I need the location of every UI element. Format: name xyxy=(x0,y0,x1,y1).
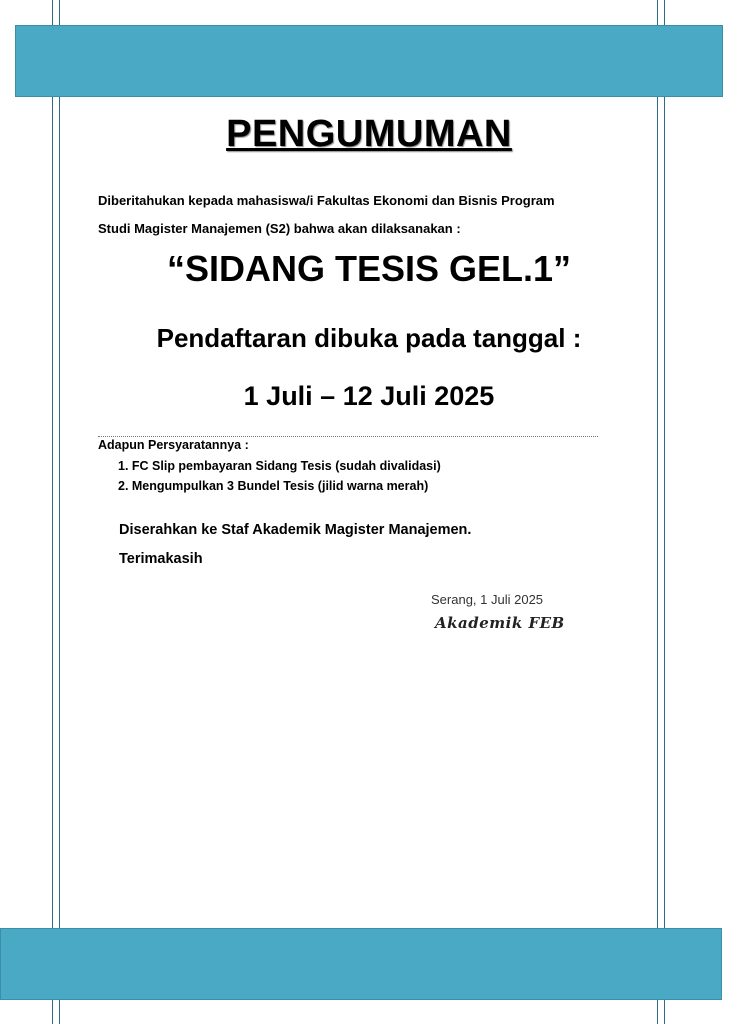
registration-dates: 1 Juli – 12 Juli 2025 xyxy=(243,381,495,411)
closing-line-2: Terimakasih xyxy=(119,551,203,567)
top-header-band xyxy=(15,25,723,97)
intro-line-1: Diberitahukan kepada mahasiswa/i Fakultas Ekonomi dan Bisnis Program xyxy=(98,193,555,208)
place-date: Serang, 1 Juli 2025 xyxy=(431,592,544,607)
intro-paragraph xyxy=(98,187,638,243)
intro-line-2: Studi Magister Manajemen (S2) bahwa akan dilaksanakan : xyxy=(98,221,461,236)
divider xyxy=(98,436,598,437)
bottom-footer-band xyxy=(0,928,722,1000)
event-heading: “SIDANG TESIS GEL.1” xyxy=(166,248,572,289)
list-item: 1. FC Slip pembayaran Sidang Tesis (sudah divalidasi) xyxy=(118,459,441,473)
signature: Akademik FEB xyxy=(435,614,565,632)
closing-line-1: Diserahkan ke Staf Akademik Magister Manajemen. xyxy=(119,522,472,538)
closing-text xyxy=(119,516,471,574)
requirements-title: Adapun Persyaratannya : xyxy=(98,438,249,452)
requirements-list xyxy=(118,456,441,496)
list-item: 2. Mengumpulkan 3 Bundel Tesis (jilid warna merah) xyxy=(118,479,429,493)
registration-label: Pendaftaran dibuka pada tanggal : xyxy=(156,323,582,353)
announcement-title: PENGUMUMAN xyxy=(226,113,512,155)
